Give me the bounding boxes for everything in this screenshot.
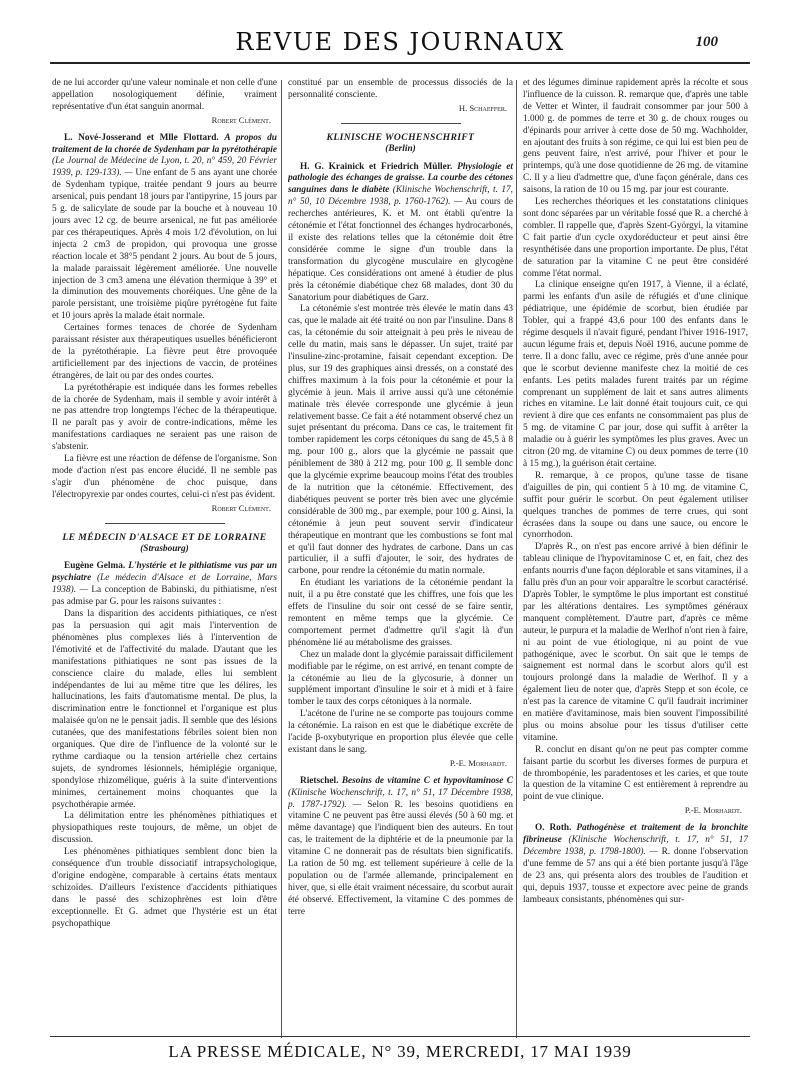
article-paragraph	[288, 162, 513, 305]
column-middle	[288, 78, 513, 1038]
article-reference: (Le médecin d'Alsace et de Lorraine, Mars 1938). —	[52, 573, 277, 596]
article-paragraph	[288, 776, 513, 919]
paragraph: Certaines formes tenaces de chorée de Sydenham paraissant résister aux thérapeutiques usuelles bénéficieront de la pyrétothérapie. La fièvre peut être provoquée artificiellement par des injections de vaccin, de protéines étrangères, de lait ou par des ondes courtes.	[52, 323, 277, 381]
paragraph-text: Au cours de recherches antérieures, K. et M. ont établi qu'entre la cétonémie et l'état fonctionnel des échanges hydrocarbonés, il existe des relations telles que la cétonémie doit être considérée comme le signe d'un trouble dans la transformation du glycogène musculaire en glycogène hépatique. Ces considérations ont amené à étudier de plus près la cétonémie diabétique chez 68 malades, dont 30 du Sanatorium pour diabétiques de Garz.	[288, 197, 513, 303]
article-author: H. G. Krainick et Friedrich Müller.	[300, 161, 453, 172]
paragraph: D'après R., on n'est pas encore arrivé à bien définir le tableau clinique de l'hypovitaminose C et, en fait, chez des enfants nourris d'une façon déplorable et sans vitamines, il a fallu près d'un an pour voir apparaître le scorbut caractérisé. D'après Tobler, le symptôme le plus important est constitué par les altérations dentaires. Les symptômes généraux manquent complètement. D'autre part, d'après ce même auteur, le purpura et la maladie de Werlhof n'ont rien à faire, ni au point de vue étiologique, ni au point de vue pathogénique, avec le scorbut. On sait que le temps de saignement est normal dans le scorbut alors qu'il est toujours prolongé dans la maladie de Werlhof. Il y a également lieu de noter que, d'après Stepp et son école, ce n'est pas la carence de vitamine C qu'il faudrait incriminer en matière d'avitaminose, mais bien souvent l'impossibilité plus ou moins absolue pour les tissus d'utiliser cette vitamine.	[523, 542, 748, 743]
article-author: O. Roth.	[535, 823, 572, 834]
paragraph: R. conclut en disant qu'on ne peut pas compter comme faisant partie du scorbut les diverses formes de purpura et de thrombopénie, les paradentoses et les caries, et que toute la question de la vitamine C est entièrement à reprendre au point de vue clinique.	[523, 744, 748, 803]
paragraph: de ne lui accorder qu'une valeur nominale et non celle d'une appellation nosologiquement définie, vraiment représentative d'un état sanguin anormal.	[52, 78, 277, 112]
page-number: 100	[695, 34, 718, 50]
article-title: L'hystérie et le pithiatisme vus par un psychiatre	[52, 561, 277, 584]
section-rule	[105, 523, 225, 524]
signature: Robert Clément.	[211, 502, 271, 513]
paragraph: L'acétone de l'urine ne se comporte pas toujours comme la cétonémie. La raison en est que le diabétique excrète de l'acide β-oxybutyrique en proportion plus élevée que celle existant dans le sang.	[288, 709, 513, 755]
article-reference: (Klinische Wochenschrift, t. 17, n° 51, 17 Décembre 1938, p. 1798-1800). —	[523, 835, 748, 857]
paragraph-text: Une enfant de 5 ans ayant une chorée de Sydenham typique, traitée pendant 9 jours au beurre arsenical, puis pendant 18 jours par l'antipyrine, 15 jours par 5 g. de salicylate de soude par la bouche et à nouveau 10 jours avec 12 cg. de beurre arsenical, ne fut pas améliorée par ces thérapeutiques. Après 4 mois 1/2 d'évolution, on lui injecta 2 cm3 de propidon, qui provoqua une grosse réaction locale et 38°5 pendant 2 jours. Au bout de 5 jours, la malade paraissait légèrement améliorée. Une nouvelle injection de 3 cm3 amena une élévation thermique à 39° et la diminution des mouvements choréiques. Une gêne de la parole persistant, une troisième piqûre pyrétogène fut faite et 10 jours après la malade était normale.	[52, 168, 277, 322]
article-author: Eugène Gelma.	[64, 561, 126, 572]
column-divider	[281, 80, 282, 1038]
section-subtitle: (Berlin)	[385, 143, 416, 154]
paragraph: Dans la disparition des accidents pithiatiques, ce n'est pas la persuasion qui agit mais l'intervention de phénomènes plus complexes liés à l'intervention de l'émotivité et de l'affectivité du malade. D'autant que les manifestations pithiatiques ne sont pas issues de la conscience claire du malade, elles lui semblent indépendantes de lui au même titre que les délires, les hallucinations, les faits d'automatisme mental. De plus, la discrimination entre le fonctionnel et l'organique est plus malaisée qu'on ne le pensait jadis. Il semble que des lésions cutanées, que des manifestations fébriles soient bien non organiques. Que dire de l'influence de la volonté sur le rythme cardiaque ou la tension artérielle chez certains sujets, de syndromes lésionnels, hémiplégie organique, spondylose rhizomélique, guéris à la suite d'interventions minimes, certainement moins choquantes que la psychothérapie armée.	[52, 609, 277, 810]
article-paragraph	[52, 133, 277, 324]
article-reference: (Le Journal de Médecine de Lyon, t. 20, n° 459, 20 Février 1939, p. 129-133). —	[52, 156, 277, 179]
paragraph: R. remarque, à ce propos, qu'une tasse de tisane d'aiguilles de pin, qui contient 5 à 10 mg. de vitamine C, suffit pour guérir le scorbut. On peut également utiliser quelques tranches de pommes de terre crues, qui sont écrasées dans la soupe ou dans une sauce, ou encore le cynorrhodon.	[523, 470, 748, 541]
paragraph-text: Selon R. les besoins quotidiens en vitamine C ne peuvent pas être aussi élevés (50 à 60 mg. et même davantage) que l'indiquent bien des auteurs. En tout cas, le traitement de la diphtérie et de la pneumonie par la vitamine C ne donnerait pas de résultats bien significatifs. La ration de 50 mg. est tellement supérieure à celle de la population ou de l'armée allemande, principalement en hiver, que, si elle était vraiment nécessaire, du scorbut aurait été observé. Effectivement, la vitamine C des pommes de terre	[288, 799, 513, 917]
column-right	[523, 78, 748, 1038]
article-title: Physiologie et pathologie des échanges de graisse. La courbe des cétones sanguines dans le diabète	[288, 161, 513, 196]
paragraph: La pyrétothérapie est indiquée dans les formes rebelles de la chorée de Sydenham, mais il semble y avoir intérêt à ne pas attendre trop longtemps l'échec de la thérapeutique. Il ne paraît pas y avoir de contre-indications, même les manifestations cardiaques ne seraient pas une raison de s'abstenir.	[52, 382, 277, 453]
article-title: A propos du traitement de la chorée de Sydenham par la pyrétothérapie	[52, 132, 277, 155]
page-footer: LA PRESSE MÉDICALE, N° 39, MERCREDI, 17 MAI 1939	[168, 1042, 632, 1061]
paragraph: constitué par un ensemble de processus dissociés de la personnalité consciente.	[288, 78, 513, 100]
paragraph-text: R. donne l'observation d'une femme de 57 ans qui a été bien portante jusqu'à l'âge de 23 ans, qui présenta alors des troubles de l'audition et qui, depuis 1937, tousse et expectore avec peine de grands lambeaux consistants, phénomènes qui sur-	[523, 847, 748, 905]
paragraph-text: La conception de Babinski, du pithiatisme, n'est pas admise par G. pour les raisons suivantes :	[52, 585, 277, 608]
article-title: Besoins de vitamine C et hypovitaminose C	[341, 775, 513, 786]
section-subtitle: (Strasbourg)	[140, 543, 189, 554]
section-rule	[341, 123, 461, 124]
paragraph: La délimitation entre les phénomènes pithiatiques et physiopathiques reste toujours, de même, un objet de discussion.	[52, 811, 277, 846]
article-title: Pathogénèse et traitement de la bronchite fibrineuse	[523, 823, 748, 846]
paragraph: Chez un malade dont la glycémie paraissait difficilement modifiable par le régime, on est arrivé, en tenant compte de la cétonémie au lieu de la glycosurie, à donner un supplément important d'insuline le soir et à midi et à faire tomber le taux des corps cétoniques à la normale.	[288, 649, 513, 708]
section-title: KLINISCHE WOCHENSCHRIFT	[326, 131, 475, 143]
footer-rule	[50, 1036, 750, 1037]
column-left	[52, 78, 277, 1038]
header-rule	[50, 62, 750, 64]
paragraph: et des légumes diminue rapidement après la récolte et sous l'influence de la cuisson. R. remarque que, d'après une table de Vetter et Winter, il faudrait consommer par jour 500 à 1.000 g. de pommes de terre et 30 g. de choux rouges ou d'épinards pour arriver à cette dose de 50 mg. Wachholder, en ajoutant des fruits à son régime, ce qui lui est bien peu de gens peuvent faire, n'est arrivé, pour l'hiver et pour le printemps, qu'à une dose quotidienne de 26 mg. de vitamine C. Il y a lieu d'admettre que, d'une façon générale, dans ces saisons, la ration de 10 ou 15 mg. par jour est courante.	[523, 78, 748, 196]
article-author: L. Nové-Josserand et Mlle Flottard.	[64, 132, 219, 143]
paragraph: Les recherches théoriques et les constatations cliniques sont donc séparées par un véritable fossé que R. a cherché à combler. Il rappelle que, d'après Szent-Györgyi, la vitamine C fait partie d'un cycle oxydoréducteur et peut ainsi être resynthétisée dans une proportion importante. De plus, l'état de saturation par la vitamine C ne peut être considéré comme l'état normal.	[523, 197, 748, 279]
article-reference: (Klinische Wochenschrift, t. 17, n° 51, 17 Décembre 1938, p. 1787-1792). —	[288, 787, 513, 810]
signature: Robert Clément.	[211, 114, 271, 125]
article-reference: (Klinische Wochenschrift, t. 17, n° 50, 10 Décembre 1938, p. 1760-1762). —	[288, 185, 513, 208]
paragraph: Les phénomènes pithiatiques semblent donc bien la conséquence d'un trouble dissociatif intrapsychologique, d'origine endogène, comparable à certains états mentaux schizoïdes. D'ailleurs l'existence d'accidents pithiatiques dans le passé des schizophrènes est loin d'être exceptionnelle. Et G. admet que l'hystérie est un état psychopathique	[52, 847, 277, 929]
signature: H. Schaeffer.	[458, 102, 507, 113]
paragraph: La clinique enseigne qu'en 1917, à Vienne, il a éclaté, parmi les enfants d'un asile de réfugiés et d'une clinique pédiatrique, une épidémie de scorbut, bien étudiée par Tobler, qui a frappé 43,6 pour 100 des enfants dans le régime desquels il n'avait figuré, pendant l'hiver 1916-1917, aucun légume frais et, depuis Noël 1916, aucune pomme de terre. Il a donc fallu, avec ce régime, près d'une année pour que le scorbut devienne manifeste chez la moitié de ces enfants. Les petits malades furent traités par un régime comprenant un supplément de lait et sans autres aliments riches en vitamine. Le lait donné était toujours cuit, ce qui revient à dire que ces enfants ne consommaient pas plus de 5 mg. de vitamine C par jour, dose qui suffit à arrêter la maladie ou à guérir les symptômes les plus graves. Avec un citron (20 mg. de vitamine C) ou deux pommes de terre (10 à 15 mg.), la guérison était certaine.	[523, 280, 748, 469]
signature: P.-E. Morhardt.	[684, 805, 742, 816]
article-paragraph	[52, 561, 277, 609]
paragraph: La fièvre est une réaction de défense de l'organisme. Son mode d'action n'est pas encore élucidé. Il ne semble pas s'agir d'un phénomène de choc puisque, dans l'électropyrexie par ondes courtes, celui-ci n'est pas évident.	[52, 454, 277, 500]
masthead	[0, 28, 800, 58]
column-divider	[516, 80, 517, 1038]
article-author: Rietschel.	[300, 775, 339, 786]
journal-title: REVUE DES JOURNAUX	[235, 28, 565, 56]
signature: P.-E. Morhardt.	[449, 757, 507, 768]
paragraph: En étudiant les variations de la cétonémie pendant la nuit, il a pu être constaté que les chiffres, une fois que les effets de l'insuline du soir ont cessé de se faire sentir, remontent en même temps que la glycémie. Ce comportement permet d'admettre qu'il s'agit là d'un phénomène lié au métabolisme des graisses.	[288, 578, 513, 648]
section-title: LE MÉDECIN D'ALSACE ET DE LORRAINE	[62, 531, 267, 543]
article-paragraph	[523, 823, 748, 906]
paragraph: La cétonémie s'est montrée très élevée le matin dans 43 cas, que le malade ait été traité ou non par l'insuline. Dans 8 cas, la cétonémie du soir atteignait à peu près le niveau de celle du matin, mais sans le dépasser. Un sujet, traité par l'insuline-zinc-protamine, faisait cependant exception. De plus, sur 19 des graphiques ainsi dressés, on a constaté des chiffres maximum à la fois pour la cétonémie et pour la glycémie à jeun. Mais il arrive aussi qu'à une cétonémie matinale très élevée corresponde une glycémie à jeun relativement basse. Ce fait a été notamment observé chez un sujet présentant du précoma. Dans ce cas, le traitement fit tomber rapidement les corps cétoniques du sang de 45,5 à 8 mg. pour 100 g., alors que la glycémie ne passait que péniblement de 380 à 212 mg. pour 100 g. Il semble donc que la glycémie exprime beaucoup moins l'état des troubles de la nutrition que la cétonémie. Effectivement, des diabétiques peuvent se porter très bien avec une glycémie considérable de 300 mg., par exemple, pour 100 g. Ainsi, la cétonémie à jeun peut souvent servir d'indicateur thérapeutique en montrant que les combustions se font mal et qu'il faut donner des hydrates de carbone. Dans un cas particulier, il a suffi d'ajouter, le soir, des hydrates de carbone, pour rendre la cétonémie du matin normale.	[288, 304, 513, 577]
